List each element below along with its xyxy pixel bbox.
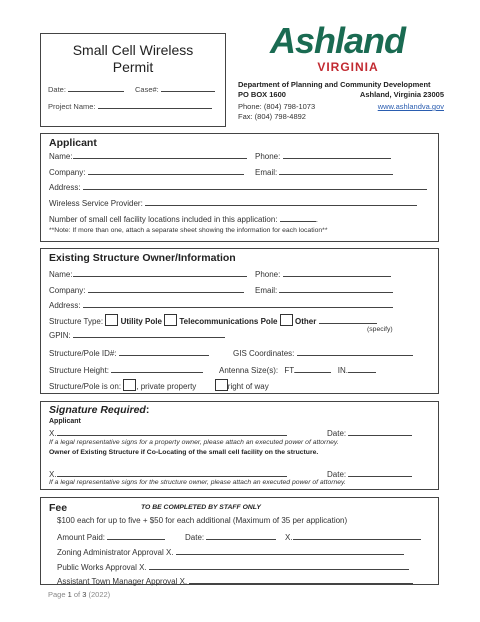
telecom-pole-checkbox[interactable] — [164, 314, 177, 326]
owner-address-field[interactable] — [49, 299, 393, 310]
label: Other — [294, 317, 317, 326]
other-checkbox[interactable] — [280, 314, 293, 326]
owner-heading: Existing Structure Owner/Information — [49, 252, 236, 264]
label: Utility Pole — [120, 317, 162, 326]
label: Structure Height: — [49, 366, 110, 375]
applicant-heading: Applicant — [49, 137, 97, 149]
fee-signature-field[interactable] — [285, 531, 421, 542]
owner-section — [40, 248, 439, 394]
owner-signature-field[interactable] — [49, 468, 287, 479]
label: Email: — [255, 286, 278, 295]
utility-pole-checkbox[interactable] — [105, 314, 118, 326]
label: GIS Coordinates: — [233, 349, 295, 358]
label: Phone: — [255, 152, 281, 161]
department-city: Ashland, Virginia 23005 — [359, 90, 444, 99]
label: , private property — [136, 382, 197, 391]
label: Date: — [327, 470, 347, 479]
label: Public Works Approval X. — [57, 563, 147, 572]
case-label: Case#: — [135, 85, 159, 94]
gpin-field[interactable] — [49, 329, 225, 340]
case-field[interactable] — [135, 83, 215, 94]
po-box: PO BOX 1600 — [238, 90, 286, 99]
label: Structure/Pole ID#: — [49, 349, 117, 358]
label: Address: — [49, 301, 81, 310]
label: Date: — [327, 429, 347, 438]
date-field[interactable] — [48, 83, 124, 94]
signature-note-1: If a legal representative signs for a property owner, please attach an executed power of attorney. — [49, 439, 339, 446]
label: Phone: — [255, 270, 281, 279]
department-fax: Fax: (804) 798-4892 — [238, 112, 306, 121]
logo-state: VIRGINIA — [317, 60, 379, 74]
label: Company: — [49, 168, 86, 177]
owner-name-field[interactable] — [49, 268, 247, 279]
department-info — [238, 80, 444, 122]
label: Amount Paid: — [57, 533, 106, 542]
label: . — [315, 215, 319, 224]
applicant-note: **Note: If more than one, attach a separate sheet showing the information for each location** — [49, 227, 328, 234]
specify-hint: (specify) — [367, 326, 393, 333]
structure-height-field[interactable] — [49, 364, 203, 375]
antenna-size-field[interactable] — [219, 364, 376, 375]
owner-signature-label: Owner of Existing Structure if Co-Locating of the small cell facility on the structure. — [49, 449, 319, 456]
permit-title-box — [40, 33, 226, 127]
label: X. — [285, 533, 293, 542]
signature-heading — [49, 404, 149, 416]
label: GPIN: — [49, 331, 71, 340]
public-works-approval-field[interactable] — [57, 561, 409, 572]
fee-heading: Fee — [49, 502, 68, 514]
label: of — [71, 590, 83, 599]
label: Signature Required — [49, 404, 146, 416]
page-number: 1 — [67, 590, 72, 599]
page-total: 3 — [82, 590, 87, 599]
label: X. — [49, 429, 57, 438]
owner-signature-date[interactable] — [327, 468, 412, 479]
applicant-address-field[interactable] — [49, 181, 427, 192]
applicant-name-field[interactable] — [49, 150, 247, 161]
label: Zoning Administrator Approval X. — [57, 548, 174, 557]
owner-company-field[interactable] — [49, 284, 244, 295]
label: Address: — [49, 183, 81, 192]
private-property-checkbox[interactable] — [123, 379, 136, 391]
applicant-email-field[interactable] — [255, 166, 393, 177]
department-website-link[interactable]: www.ashlandva.gov — [377, 102, 444, 111]
zoning-approval-field[interactable] — [57, 546, 404, 557]
title-line-2: Permit — [112, 59, 154, 75]
other-specify-input[interactable] — [319, 315, 377, 324]
label: : — [145, 404, 150, 416]
project-name-field[interactable] — [48, 100, 212, 111]
applicant-phone-field[interactable] — [255, 150, 391, 161]
owner-email-field[interactable] — [255, 284, 393, 295]
wireless-provider-field[interactable] — [49, 197, 417, 208]
signature-section — [40, 401, 439, 490]
date-label: Date: — [48, 85, 66, 94]
label: (2022) — [86, 590, 111, 599]
label: Page — [48, 590, 68, 599]
applicant-signature-date[interactable] — [327, 427, 412, 438]
structure-type-field — [49, 314, 377, 326]
label: Email: — [255, 168, 278, 177]
ashland-logo — [252, 20, 444, 76]
right-of-way-checkbox[interactable] — [215, 379, 228, 391]
amount-paid-field[interactable] — [57, 531, 165, 542]
department-name: Department of Planning and Community Development — [238, 80, 431, 89]
label: Structure/Pole is on: — [49, 382, 122, 391]
fee-rate: $100 each for up to five + $50 for each additional (Maximum of 35 per application) — [57, 516, 348, 525]
label: Assistant Town Manager Approval X. — [57, 577, 188, 586]
applicant-signature-field[interactable] — [49, 427, 287, 438]
label: X. — [49, 470, 57, 479]
label: FT. — [284, 366, 296, 375]
pole-id-field[interactable] — [49, 347, 209, 358]
fee-date-field[interactable] — [185, 531, 276, 542]
owner-phone-field[interactable] — [255, 268, 391, 279]
label: Company: — [49, 286, 86, 295]
logo-wordmark: Ashland — [270, 20, 406, 61]
label: Date: — [185, 533, 205, 542]
applicant-signature-label: Applicant — [49, 418, 81, 425]
locations-count-field[interactable] — [49, 213, 318, 224]
project-name-label: Project Name: — [48, 102, 96, 111]
label: Name: — [49, 152, 73, 161]
label: Name: — [49, 270, 73, 279]
permit-title — [41, 42, 225, 76]
pole-location-field — [49, 379, 269, 391]
label: IN. — [337, 366, 348, 375]
label: Telecommunications Pole — [179, 317, 278, 326]
title-line-1: Small Cell Wireless — [72, 42, 194, 58]
label: Wireless Service Provider: — [49, 199, 143, 208]
applicant-section — [40, 133, 439, 242]
page-footer — [48, 590, 110, 599]
label: Number of small cell facility locations included in this application: — [49, 215, 278, 224]
label: Structure Type: — [49, 317, 104, 326]
label: Antenna Size(s): — [219, 366, 279, 375]
signature-note-2: If a legal representative signs for the structure owner, please attach an executed power of attorney. — [49, 479, 346, 486]
gis-coordinates-field[interactable] — [233, 347, 413, 358]
label: right of way — [227, 382, 269, 391]
staff-only-note: TO BE COMPLETED BY STAFF ONLY — [141, 504, 261, 511]
applicant-company-field[interactable] — [49, 166, 244, 177]
fee-section — [40, 497, 439, 585]
asst-town-manager-approval-field[interactable] — [57, 575, 413, 586]
department-phone: Phone: (804) 798-1073 — [238, 102, 316, 111]
